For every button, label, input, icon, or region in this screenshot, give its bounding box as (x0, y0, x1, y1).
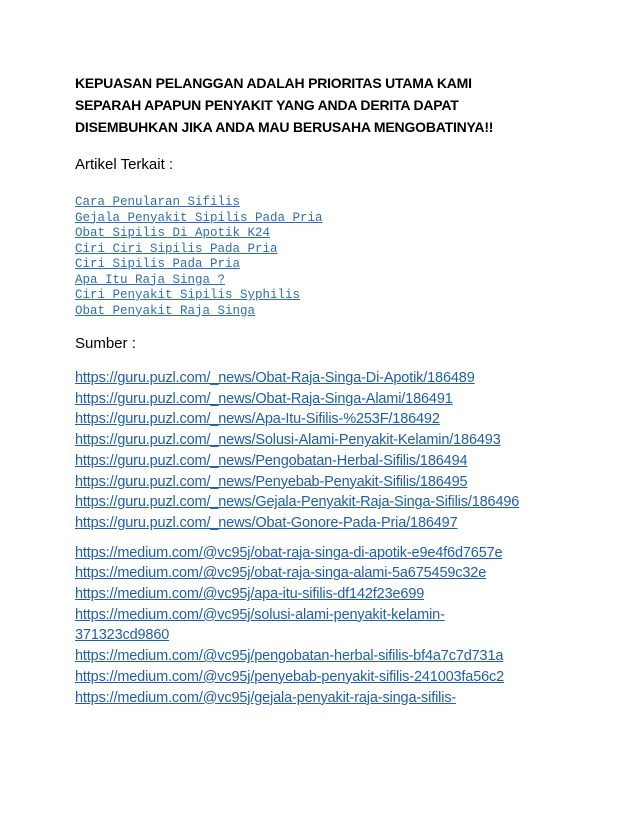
puzl-link[interactable]: https://guru.puzl.com/_news/Obat-Gonore-Pada-Pria/186497 (75, 514, 458, 531)
medium-sources-list (75, 543, 575, 709)
puzl-link[interactable]: https://guru.puzl.com/_news/Gejala-Penyakit-Raja-Singa-Sifilis/186496 (75, 494, 520, 511)
medium-link[interactable]: https://medium.com/@vc95j/obat-raja-singa-di-apotik-e9e4f6d7657e (75, 544, 503, 561)
puzl-link[interactable]: https://guru.puzl.com/_news/Obat-Raja-Singa-Alami/186491 (75, 390, 453, 407)
related-link-ciri-syphilis[interactable]: Ciri Penyakit Sipilis Syphilis (75, 288, 301, 302)
medium-link[interactable]: https://medium.com/@vc95j/penyebab-penyakit-sifilis-241003fa56c2 (75, 668, 505, 685)
medium-link[interactable]: https://medium.com/@vc95j/obat-raja-singa-alami-5a675459c32e (75, 565, 487, 582)
puzl-link[interactable]: https://guru.puzl.com/_news/Obat-Raja-Singa-Di-Apotik/186489 (75, 370, 475, 386)
puzl-link[interactable]: https://guru.puzl.com/_news/Solusi-Alami-Penyakit-Kelamin/186493 (75, 432, 501, 449)
sources-label: Sumber : (75, 335, 136, 352)
medium-link[interactable]: https://medium.com/@vc95j/solusi-alami-penyakit-kelamin- (75, 606, 445, 623)
related-link-apa-itu-raja-singa[interactable]: Apa Itu Raja Singa ? (75, 272, 226, 287)
related-link-cara-penularan[interactable]: Cara Penularan Sifilis (75, 195, 241, 209)
medium-link-continued[interactable]: 371323cd9860 (75, 627, 170, 644)
medium-link[interactable]: https://medium.com/@vc95j/apa-itu-sifilis-df142f23e699 (75, 586, 425, 603)
medium-link[interactable]: https://medium.com/@vc95j/pengobatan-herbal-sifilis-bf4a7c7d731a (75, 648, 504, 665)
puzl-link[interactable]: https://guru.puzl.com/_news/Pengobatan-Herbal-Sifilis/186494 (75, 452, 468, 469)
main-heading (75, 72, 575, 138)
heading-line-1: KEPUASAN PELANGGAN ADALAH PRIORITAS UTAMA KAMI (75, 75, 472, 91)
related-link-ciri-pria[interactable]: Ciri Sipilis Pada Pria (75, 257, 241, 271)
medium-link[interactable]: https://medium.com/@vc95j/gejala-penyakit-raja-singa-sifilis- (75, 689, 457, 706)
related-articles-list (75, 195, 575, 319)
related-link-obat-raja-singa[interactable]: Obat Penyakit Raja Singa (75, 303, 256, 318)
related-articles-label: Artikel Terkait : (75, 156, 174, 173)
related-link-ciri-ciri-pria[interactable]: Ciri Ciri Sipilis Pada Pria (75, 241, 278, 256)
document-page (75, 72, 575, 708)
puzl-link[interactable]: https://guru.puzl.com/_news/Penyebab-Penyakit-Sifilis/186495 (75, 473, 468, 490)
related-link-gejala-penyakit[interactable]: Gejala Penyakit Sipilis Pada Pria (75, 210, 323, 225)
heading-line-2: SEPARAH APAPUN PENYAKIT YANG ANDA DERITA DAPAT (75, 97, 459, 113)
related-link-obat-apotik-k24[interactable]: Obat Sipilis Di Apotik K24 (75, 226, 271, 240)
puzl-sources-list (75, 368, 575, 534)
puzl-link[interactable]: https://guru.puzl.com/_news/Apa-Itu-Sifilis-%253F/186492 (75, 411, 440, 428)
heading-line-3: DISEMBUHKAN JIKA ANDA MAU BERUSAHA MENGOBATINYA!! (75, 119, 494, 135)
